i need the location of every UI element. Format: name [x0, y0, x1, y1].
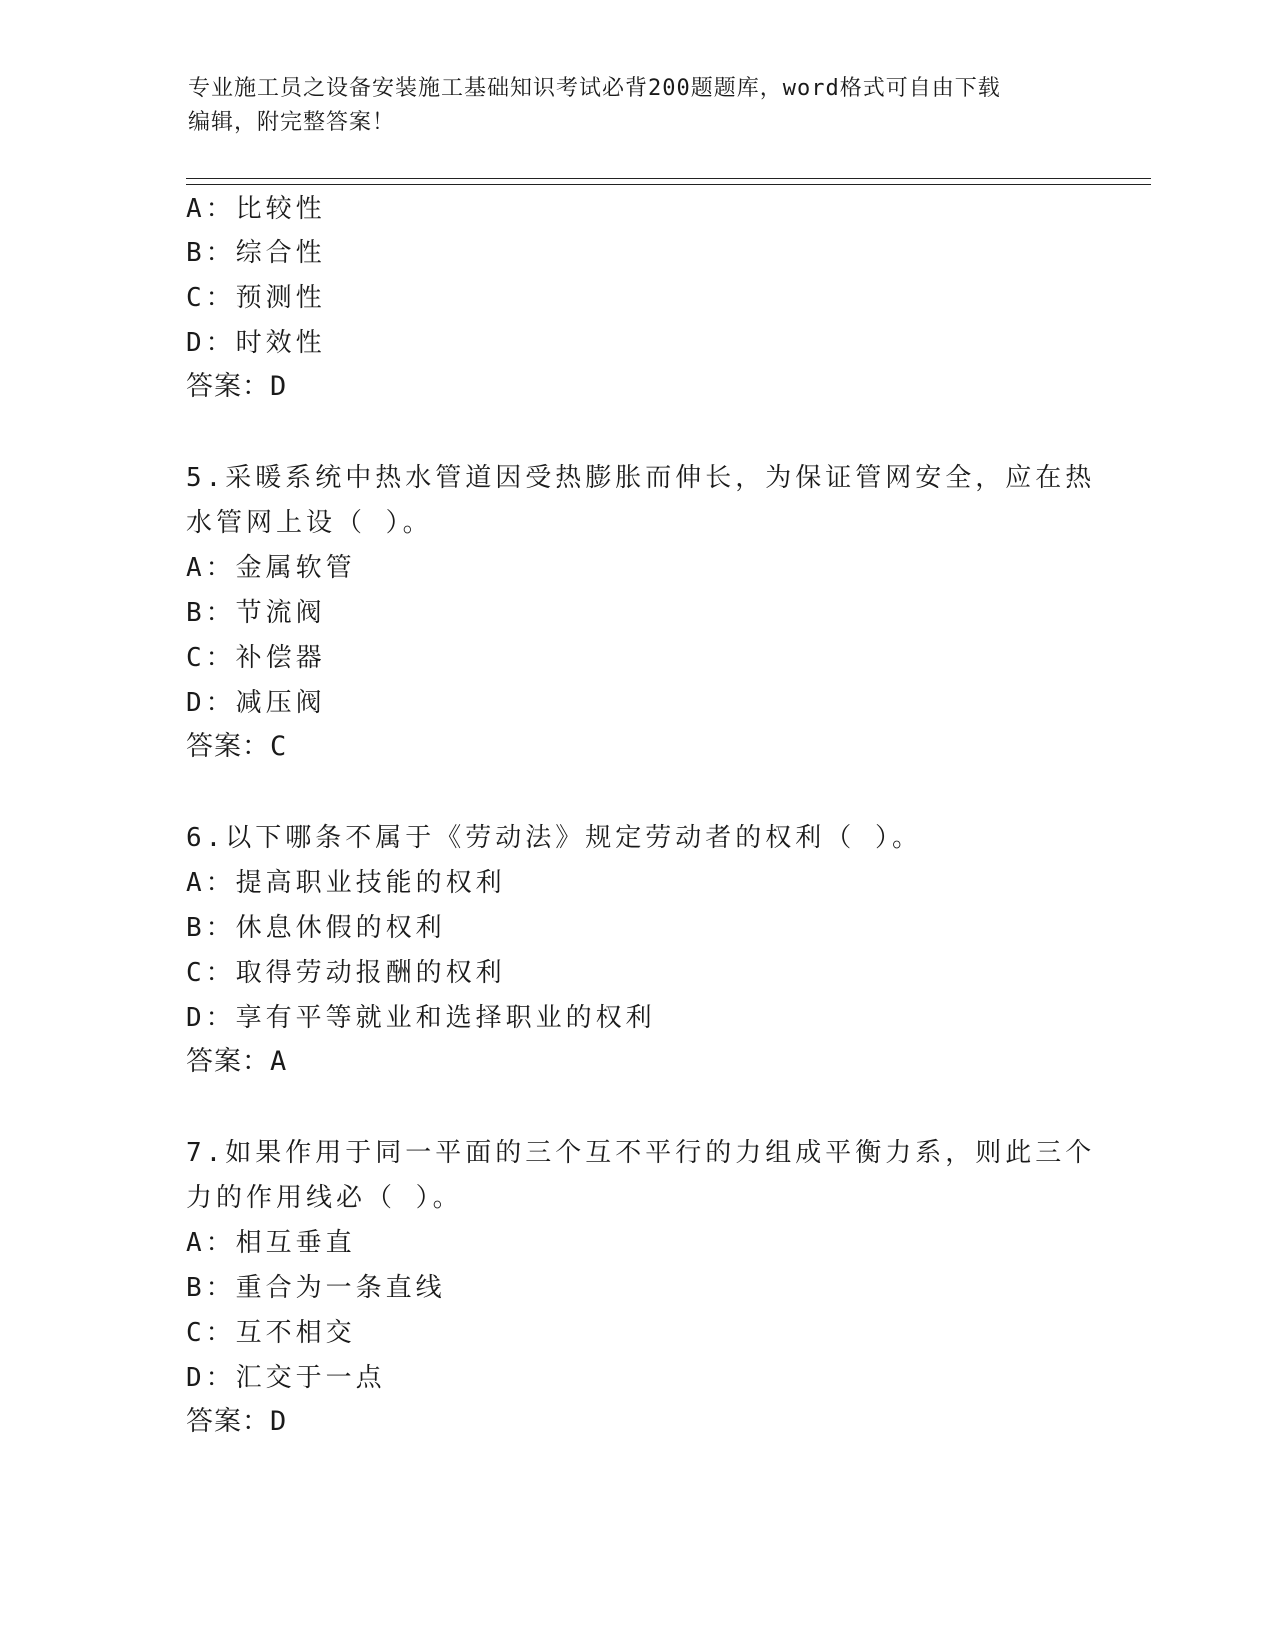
q5-stem-line1: 5.采暖系统中热水管道因受热膨胀而伸长，为保证管网安全，应在热	[186, 463, 1096, 493]
q7-option-c: C：互不相交	[186, 1318, 356, 1348]
q7-option-b: B：重合为一条直线	[186, 1273, 446, 1303]
q5-option-c: C：补偿器	[186, 643, 326, 673]
document-header	[188, 72, 1088, 140]
answer-label: 答案：	[186, 1046, 270, 1077]
q5-option-d: D：减压阀	[186, 688, 326, 718]
q7-option-d: D：汇交于一点	[186, 1363, 386, 1393]
answer-value: D	[270, 1406, 288, 1437]
answer-label: 答案：	[186, 731, 270, 762]
answer-value: A	[270, 1046, 288, 1077]
q7-answer	[186, 1405, 287, 1439]
q4-option-a: A：比较性	[186, 194, 326, 224]
answer-label: 答案：	[186, 1406, 270, 1437]
q4-answer	[186, 370, 287, 404]
q4-option-d: D：时效性	[186, 328, 326, 358]
header-title-line2: 编辑，附完整答案！	[188, 110, 396, 135]
q5-stem-line2: 水管网上设（ ）。	[186, 508, 433, 538]
q6-option-d: D：享有平等就业和选择职业的权利	[186, 1003, 656, 1033]
q5-option-a: A：金属软管	[186, 553, 356, 583]
header-divider-bottom	[186, 184, 1151, 185]
q5-option-b: B：节流阀	[186, 598, 326, 628]
answer-label: 答案：	[186, 371, 270, 402]
q7-option-a: A：相互垂直	[186, 1228, 356, 1258]
q6-option-c: C：取得劳动报酬的权利	[186, 958, 506, 988]
header-title-line1: 专业施工员之设备安装施工基础知识考试必背200题题库，word格式可自由下载	[188, 76, 1001, 101]
q6-answer	[186, 1045, 287, 1079]
header-divider-top	[186, 178, 1151, 179]
q5-answer	[186, 730, 287, 764]
q7-stem-line2: 力的作用线必（ ）。	[186, 1183, 463, 1213]
q7-stem-line1: 7.如果作用于同一平面的三个互不平行的力组成平衡力系，则此三个	[186, 1138, 1096, 1168]
answer-value: C	[270, 731, 288, 762]
q6-stem-line1: 6.以下哪条不属于《劳动法》规定劳动者的权利（ ）。	[186, 823, 922, 853]
q6-option-a: A：提高职业技能的权利	[186, 868, 506, 898]
answer-value: D	[270, 371, 288, 402]
q4-option-b: B：综合性	[186, 238, 326, 268]
q6-option-b: B：休息休假的权利	[186, 913, 446, 943]
q4-option-c: C：预测性	[186, 283, 326, 313]
